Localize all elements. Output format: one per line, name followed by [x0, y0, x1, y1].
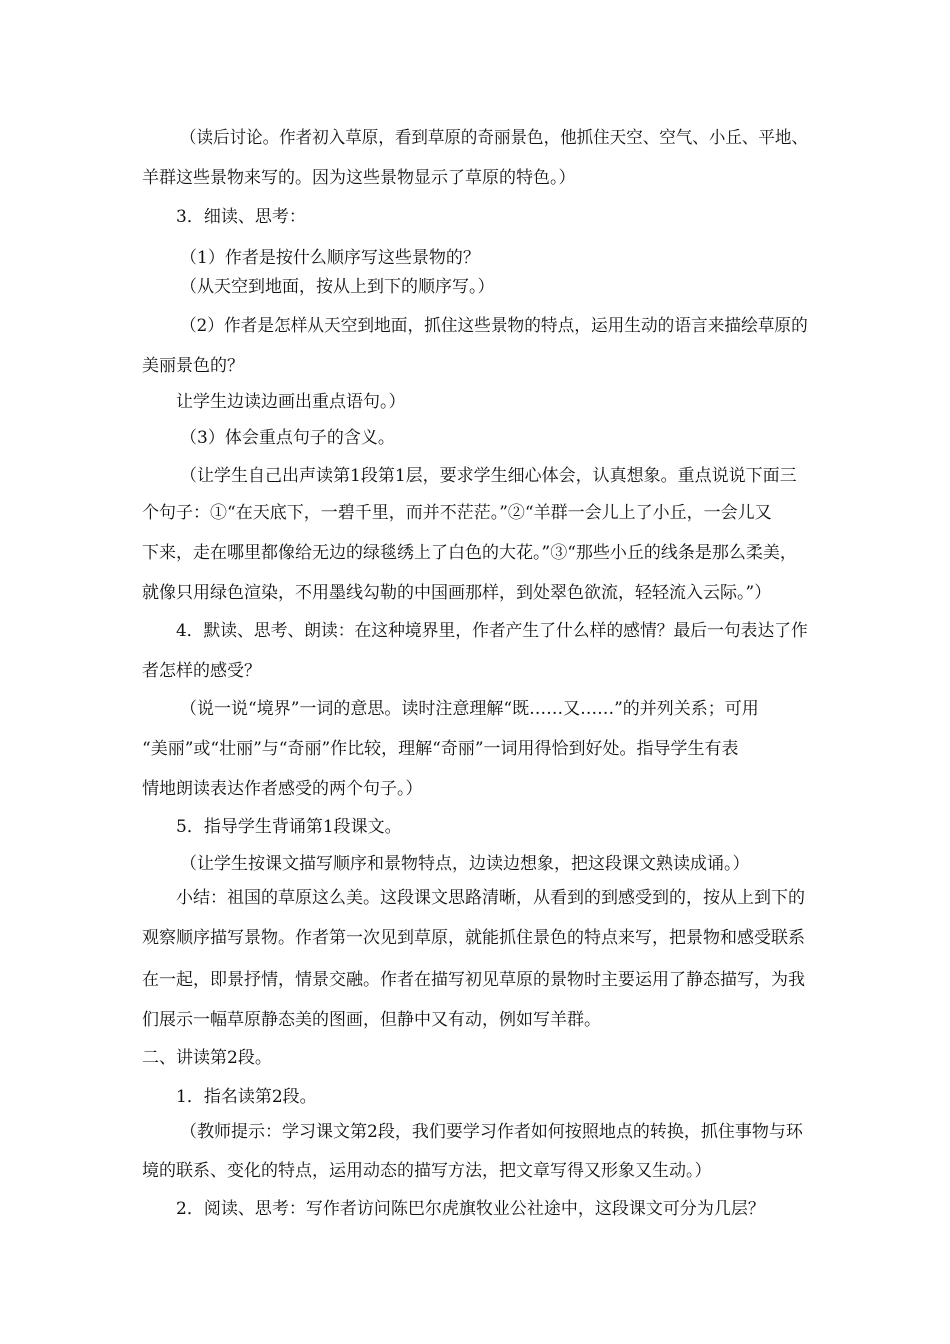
text-line: 1．指名读第2段。	[176, 1087, 317, 1107]
text-line: 们展示一幅草原静态美的图画，但静中又有动，例如写羊群。	[142, 1010, 601, 1030]
text-line: （读后讨论。作者初入草原，看到草原的奇丽景色，他抓住天空、空气、小丘、平地、	[180, 128, 808, 148]
text-line: 美丽景色的？	[142, 356, 244, 376]
text-line: 个句子：①“在天底下，一碧千里，而并不茫茫。”②“羊群一会儿上了小丘，一会儿又	[142, 503, 772, 523]
text-line: （说一说“境界”一词的意思。读时注意理解“既……又……”的并列关系；可用	[180, 699, 759, 719]
text-line: （教师提示：学习课文第2段，我们要学习作者如何按照地点的转换，抓住事物与环	[180, 1122, 803, 1142]
text-line: 3．细读、思考：	[176, 207, 306, 227]
text-line: 4．默读、思考、朗读：在这种境界里，作者产生了什么样的感情？最后一句表达了作	[176, 621, 808, 641]
text-line: 让学生边读边画出重点语句。）	[176, 392, 406, 412]
text-line: 羊群这些景物来写的。因为这些景物显示了草原的特色。）	[142, 168, 576, 188]
text-line: 2．阅读、思考：写作者访问陈巴尔虎旗牧业公社途中，这段课文可分为几层？	[176, 1199, 765, 1219]
text-line: （3）体会重点句子的含义。	[180, 428, 395, 448]
text-line: （2）作者是怎样从天空到地面，抓住这些景物的特点，运用生动的语言来描绘草原的	[180, 316, 808, 336]
text-line: 小结：祖国的草原这么美。这段课文思路清晰，从看到的到感受到的，按从上到下的	[176, 888, 805, 908]
text-line: 境的联系、变化的特点，运用动态的描写方法，把文章写得又形象又生动。）	[142, 1161, 712, 1181]
text-line: 观察顺序描写景物。作者第一次见到草原，就能抓住景色的特点来写，把景物和感受联系	[142, 928, 805, 948]
text-line: （从天空到地面，按从上到下的顺序写。）	[180, 277, 495, 297]
text-line: （让学生按课文描写顺序和景物特点，边读边想象，把这段课文熟读成诵。）	[180, 854, 750, 874]
text-line: （让学生自己出声读第1段第1层，要求学生细心体会，认真想象。重点说说下面三	[180, 466, 797, 486]
text-line: 者怎样的感受？	[142, 661, 261, 681]
text-line: 下来，走在哪里都像给无边的绿毯绣上了白色的大花。”③“那些小丘的线条是那么柔美，	[142, 543, 797, 563]
text-line: 5．指导学生背诵第1段课文。	[176, 817, 402, 837]
text-line: 就像只用绿色渲染，不用墨线勾勒的中国画那样，到处翠色欲流，轻轻流入云际。”）	[142, 583, 772, 603]
text-line: 在一起，即景抒情，情景交融。作者在描写初见草原的景物时主要运用了静态描写，为我	[142, 970, 805, 990]
text-line: （1）作者是按什么顺序写这些景物的？	[180, 248, 480, 268]
text-line: “美丽”或“壮丽”与“奇丽”作比较，理解“奇丽”一词用得恰到好处。指导学生有表	[142, 739, 739, 759]
text-line: 情地朗读表达作者感受的两个句子。）	[142, 779, 423, 799]
section-heading: 二、讲读第2段。	[142, 1048, 272, 1068]
